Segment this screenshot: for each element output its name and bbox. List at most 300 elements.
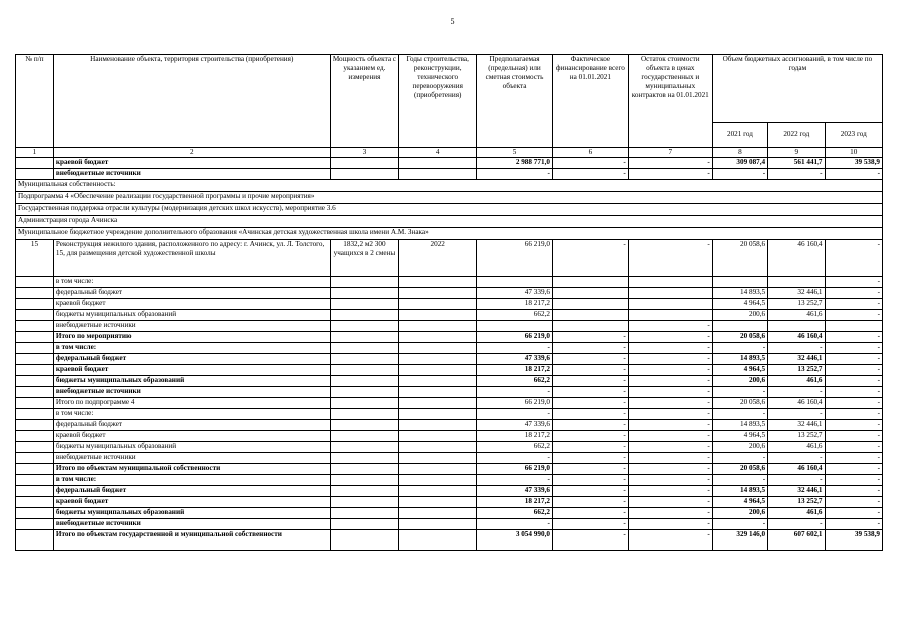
value-c8: 20 058,6 — [712, 332, 767, 343]
empty-cell — [330, 365, 399, 376]
value-c8: - — [712, 475, 767, 486]
table-row — [16, 475, 883, 486]
section-row — [16, 192, 883, 204]
value-c6 — [552, 321, 628, 332]
empty-cell — [399, 332, 477, 343]
row-label: краевой бюджет — [53, 299, 330, 310]
value-c10: - — [825, 169, 882, 180]
empty-cell — [399, 486, 477, 497]
table-row — [16, 288, 883, 299]
row-label: внебюджетные источники — [53, 321, 330, 332]
row-label: внебюджетные источники — [53, 453, 330, 464]
value-c6: - — [552, 365, 628, 376]
row-number-cell — [16, 169, 54, 180]
empty-cell — [399, 420, 477, 431]
header-budget-group: Объем бюджетных ассигнований, в том числе по годам — [712, 55, 882, 123]
empty-cell — [399, 365, 477, 376]
column-index-row — [16, 148, 883, 158]
object-row — [16, 240, 883, 277]
section-title: Подпрограмма 4 «Обеспечение реализации государственной программы и прочие мероприятия» — [16, 192, 883, 204]
value-c10 — [825, 321, 882, 332]
empty-cell — [399, 431, 477, 442]
section-row — [16, 228, 883, 240]
value-c8: 4 964,5 — [712, 497, 767, 508]
row-label: Итого по подпрограмме 4 — [53, 398, 330, 409]
value-c10: - — [825, 475, 882, 486]
table-row — [16, 343, 883, 354]
row-number-cell — [16, 354, 54, 365]
table-row — [16, 299, 883, 310]
value-c7: - — [628, 453, 712, 464]
value-c5: - — [477, 519, 553, 530]
row-number-cell — [16, 442, 54, 453]
empty-cell — [330, 288, 399, 299]
empty-cell — [330, 158, 399, 169]
empty-cell — [330, 354, 399, 365]
value-c5 — [477, 277, 553, 288]
value-c7: - — [628, 497, 712, 508]
table-row — [16, 486, 883, 497]
value-c7: - — [628, 464, 712, 475]
row-number-cell — [16, 321, 54, 332]
value-c9: 46 160,4 — [768, 464, 825, 475]
header-2022: 2022 год — [768, 122, 825, 147]
value-c9 — [768, 277, 825, 288]
header-object-name: Наименование объекта, территория строительства (приобретения) — [53, 55, 330, 148]
empty-cell — [330, 508, 399, 519]
column-index-3: 3 — [330, 148, 399, 158]
object-capacity: 1832,2 м2 300 учащихся в 2 смены — [330, 240, 399, 277]
empty-cell — [399, 169, 477, 180]
row-label: внебюджетные источники — [53, 387, 330, 398]
value-c6: - — [552, 409, 628, 420]
value-c8: 20 058,6 — [712, 398, 767, 409]
empty-cell — [330, 420, 399, 431]
value-c6: - — [552, 354, 628, 365]
row-label: внебюджетные источники — [53, 519, 330, 530]
value-c8 — [712, 321, 767, 332]
row-number-cell — [16, 486, 54, 497]
value-c6: - — [552, 453, 628, 464]
empty-cell — [399, 409, 477, 420]
grand-total-row — [16, 530, 883, 551]
value-c6: - — [552, 332, 628, 343]
value-c6: - — [552, 376, 628, 387]
value-c8: - — [712, 409, 767, 420]
value-c5 — [477, 321, 553, 332]
value-c8: 14 893,5 — [712, 354, 767, 365]
row-label: краевой бюджет — [53, 365, 330, 376]
column-index-7: 7 — [628, 148, 712, 158]
value-c5: 47 339,6 — [477, 354, 553, 365]
row-number-cell — [16, 464, 54, 475]
table-row — [16, 464, 883, 475]
value-c10: - — [825, 354, 882, 365]
value-c7: - — [628, 354, 712, 365]
value-c10: - — [825, 299, 882, 310]
column-index-10: 10 — [825, 148, 882, 158]
value-c8: 14 893,5 — [712, 486, 767, 497]
row-number-cell — [16, 299, 54, 310]
value-c8: - — [712, 343, 767, 354]
section-row — [16, 180, 883, 192]
value-c6 — [552, 299, 628, 310]
value-c7: - — [628, 475, 712, 486]
row-label: в том числе: — [53, 409, 330, 420]
row-number-cell — [16, 530, 54, 551]
table-row — [16, 169, 883, 180]
column-index-6: 6 — [552, 148, 628, 158]
value-c6: - — [552, 486, 628, 497]
value-c5: - — [477, 475, 553, 486]
empty-cell — [399, 277, 477, 288]
value-c5: 18 217,2 — [477, 365, 553, 376]
value-c7 — [628, 288, 712, 299]
value-c10: - — [825, 277, 882, 288]
table-row — [16, 376, 883, 387]
value-c7: - — [628, 332, 712, 343]
section-row — [16, 204, 883, 216]
row-number-cell — [16, 409, 54, 420]
value-c9: 32 446,1 — [768, 420, 825, 431]
empty-cell — [399, 288, 477, 299]
empty-cell — [330, 497, 399, 508]
empty-cell — [330, 486, 399, 497]
value-c8: 14 893,5 — [712, 420, 767, 431]
value-c9: 461,6 — [768, 310, 825, 321]
value-c10: - — [825, 376, 882, 387]
value-c7: - — [628, 387, 712, 398]
header-2023: 2023 год — [825, 122, 882, 147]
section-title: Муниципальное бюджетное учреждение дополнительного образования «Ачинская детская художественная школа имени А.М. Знака» — [16, 228, 883, 240]
value-c8: - — [712, 169, 767, 180]
value-c5: 66 219,0 — [477, 332, 553, 343]
value-c6: - — [552, 420, 628, 431]
value-c5: 47 339,6 — [477, 288, 553, 299]
empty-cell — [399, 519, 477, 530]
empty-cell — [399, 442, 477, 453]
empty-cell — [399, 376, 477, 387]
row-number-cell — [16, 158, 54, 169]
section-title: Муниципальная собственность: — [16, 180, 883, 192]
value-c7 — [628, 310, 712, 321]
value-c5: 662,2 — [477, 376, 553, 387]
value-c8: 4 964,5 — [712, 431, 767, 442]
value-c9: 561 441,7 — [768, 158, 825, 169]
value-c9: - — [768, 453, 825, 464]
table-row — [16, 321, 883, 332]
value-c9: - — [768, 519, 825, 530]
row-label: внебюджетные источники — [53, 169, 330, 180]
table-row — [16, 508, 883, 519]
section-row — [16, 216, 883, 228]
empty-cell — [330, 475, 399, 486]
empty-cell — [399, 508, 477, 519]
table-header-row — [16, 55, 883, 123]
empty-cell — [330, 277, 399, 288]
table-row — [16, 158, 883, 169]
empty-cell — [399, 321, 477, 332]
object-value-c9: 46 160,4 — [768, 240, 825, 277]
table-row — [16, 497, 883, 508]
value-c8: - — [712, 387, 767, 398]
empty-cell — [399, 530, 477, 551]
row-number-cell — [16, 497, 54, 508]
value-c9: 46 160,4 — [768, 332, 825, 343]
value-c9: - — [768, 343, 825, 354]
value-c7: - — [628, 486, 712, 497]
empty-cell — [399, 158, 477, 169]
value-c9: 32 446,1 — [768, 288, 825, 299]
value-c9: 461,6 — [768, 442, 825, 453]
column-index-5: 5 — [477, 148, 553, 158]
column-index-1: 1 — [16, 148, 54, 158]
value-c8: 200,6 — [712, 376, 767, 387]
value-c8: 200,6 — [712, 442, 767, 453]
table-row — [16, 431, 883, 442]
value-c9 — [768, 321, 825, 332]
row-label: краевой бюджет — [53, 158, 330, 169]
header-2021: 2021 год — [712, 122, 767, 147]
value-c5: - — [477, 169, 553, 180]
value-c7: - — [628, 409, 712, 420]
value-c10: - — [825, 497, 882, 508]
header-years: Годы строительства, реконструкции, технического перевооружения (приобретения) — [399, 55, 477, 148]
value-c5: 662,2 — [477, 310, 553, 321]
value-c9: - — [768, 475, 825, 486]
empty-cell — [330, 169, 399, 180]
value-c10: - — [825, 288, 882, 299]
value-c7: - — [628, 321, 712, 332]
row-label: федеральный бюджет — [53, 486, 330, 497]
value-c8: 4 964,5 — [712, 299, 767, 310]
row-number-cell — [16, 343, 54, 354]
object-value-c5: 66 219,0 — [477, 240, 553, 277]
empty-cell — [399, 387, 477, 398]
section-title: Администрация города Ачинска — [16, 216, 883, 228]
table-row — [16, 277, 883, 288]
empty-cell — [330, 442, 399, 453]
empty-cell — [399, 497, 477, 508]
empty-cell — [330, 332, 399, 343]
value-c6: - — [552, 387, 628, 398]
object-value-c8: 20 058,6 — [712, 240, 767, 277]
value-c8: 200,6 — [712, 508, 767, 519]
value-c8: 200,6 — [712, 310, 767, 321]
column-index-8: 8 — [712, 148, 767, 158]
value-c8: 20 058,6 — [712, 464, 767, 475]
value-c7: - — [628, 508, 712, 519]
table-row — [16, 387, 883, 398]
grand-total-c6: - — [552, 530, 628, 551]
grand-total-c10: 39 538,9 — [825, 530, 882, 551]
value-c9: 32 446,1 — [768, 486, 825, 497]
value-c5: 662,2 — [477, 442, 553, 453]
value-c8: - — [712, 519, 767, 530]
value-c5: 662,2 — [477, 508, 553, 519]
row-number-cell — [16, 431, 54, 442]
value-c7 — [628, 277, 712, 288]
value-c9: 32 446,1 — [768, 354, 825, 365]
value-c6: - — [552, 431, 628, 442]
value-c8: - — [712, 453, 767, 464]
row-number-cell — [16, 365, 54, 376]
row-number-cell — [16, 453, 54, 464]
row-label: бюджеты муниципальных образований — [53, 508, 330, 519]
value-c7: - — [628, 158, 712, 169]
value-c6: - — [552, 519, 628, 530]
row-number-cell — [16, 475, 54, 486]
value-c9: - — [768, 387, 825, 398]
row-label: в том числе: — [53, 277, 330, 288]
object-number: 15 — [16, 240, 54, 277]
value-c7: - — [628, 376, 712, 387]
empty-cell — [399, 299, 477, 310]
value-c10: - — [825, 365, 882, 376]
value-c10: - — [825, 442, 882, 453]
page-number: 5 — [450, 17, 455, 26]
value-c7: - — [628, 398, 712, 409]
object-value-c6: - — [552, 240, 628, 277]
row-label: краевой бюджет — [53, 431, 330, 442]
value-c10: - — [825, 387, 882, 398]
row-number-cell — [16, 332, 54, 343]
object-value-c7: - — [628, 240, 712, 277]
value-c9: 13 252,7 — [768, 299, 825, 310]
value-c7 — [628, 299, 712, 310]
header-remaining-cost: Остаток стоимости объекта в ценах государственных и муниципальных контрактов на 01.01.2021 — [628, 55, 712, 148]
column-index-2: 2 — [53, 148, 330, 158]
value-c9: 46 160,4 — [768, 398, 825, 409]
row-label: в том числе: — [53, 475, 330, 486]
value-c9: 13 252,7 — [768, 365, 825, 376]
empty-cell — [399, 453, 477, 464]
empty-cell — [330, 519, 399, 530]
header-capacity: Мощность объекта с указанием ед. измерения — [330, 55, 399, 148]
value-c8: 309 087,4 — [712, 158, 767, 169]
empty-cell — [330, 398, 399, 409]
table-row — [16, 442, 883, 453]
value-c8: 14 893,5 — [712, 288, 767, 299]
empty-cell — [399, 464, 477, 475]
value-c5: 18 217,2 — [477, 299, 553, 310]
value-c8 — [712, 277, 767, 288]
value-c10: - — [825, 310, 882, 321]
grand-total-c7: - — [628, 530, 712, 551]
empty-cell — [399, 310, 477, 321]
value-c5: 66 219,0 — [477, 464, 553, 475]
grand-total-label: Итого по объектам государственной и муниципальной собственности — [53, 530, 330, 551]
value-c10: - — [825, 343, 882, 354]
value-c7: - — [628, 420, 712, 431]
value-c7: - — [628, 431, 712, 442]
value-c7: - — [628, 442, 712, 453]
row-label: федеральный бюджет — [53, 354, 330, 365]
row-label: Итого по мероприятию — [53, 332, 330, 343]
value-c10: - — [825, 508, 882, 519]
row-number-cell — [16, 277, 54, 288]
value-c6: - — [552, 464, 628, 475]
row-label: краевой бюджет — [53, 497, 330, 508]
row-number-cell — [16, 310, 54, 321]
value-c7: - — [628, 365, 712, 376]
value-c5: - — [477, 343, 553, 354]
table-row — [16, 310, 883, 321]
value-c9: - — [768, 169, 825, 180]
table-row — [16, 354, 883, 365]
value-c5: 18 217,2 — [477, 431, 553, 442]
value-c6: - — [552, 343, 628, 354]
value-c10: - — [825, 420, 882, 431]
value-c9: 13 252,7 — [768, 431, 825, 442]
row-label: бюджеты муниципальных образований — [53, 442, 330, 453]
row-label: федеральный бюджет — [53, 420, 330, 431]
value-c10: - — [825, 409, 882, 420]
table-row — [16, 519, 883, 530]
value-c10: - — [825, 464, 882, 475]
row-number-cell — [16, 387, 54, 398]
empty-cell — [330, 343, 399, 354]
empty-cell — [330, 299, 399, 310]
row-number-cell — [16, 420, 54, 431]
value-c10: - — [825, 486, 882, 497]
value-c10: - — [825, 332, 882, 343]
row-label: федеральный бюджет — [53, 288, 330, 299]
header-num: № п/п — [16, 55, 54, 148]
empty-cell — [330, 453, 399, 464]
empty-cell — [399, 354, 477, 365]
value-c6 — [552, 277, 628, 288]
object-value-c10: - — [825, 240, 882, 277]
value-c9: 13 252,7 — [768, 497, 825, 508]
empty-cell — [399, 398, 477, 409]
value-c6 — [552, 310, 628, 321]
table-row — [16, 453, 883, 464]
row-number-cell — [16, 508, 54, 519]
table-row — [16, 398, 883, 409]
value-c10: - — [825, 431, 882, 442]
value-c6: - — [552, 169, 628, 180]
empty-cell — [399, 343, 477, 354]
value-c5: 2 988 771,0 — [477, 158, 553, 169]
row-label: Итого по объектам муниципальной собственности — [53, 464, 330, 475]
value-c10: - — [825, 519, 882, 530]
table-row — [16, 420, 883, 431]
value-c6: - — [552, 497, 628, 508]
section-title: Государственная поддержка отрасли культуры (модернизация детских школ искусств), мероприятие 3.6 — [16, 204, 883, 216]
empty-cell — [330, 530, 399, 551]
value-c6: - — [552, 475, 628, 486]
value-c6 — [552, 288, 628, 299]
value-c6: - — [552, 442, 628, 453]
budget-allocation-table — [15, 54, 883, 551]
value-c5: 18 217,2 — [477, 497, 553, 508]
empty-cell — [399, 475, 477, 486]
grand-total-c5: 3 054 990,0 — [477, 530, 553, 551]
empty-cell — [330, 321, 399, 332]
header-estimated-cost: Предполагаемая (предельная) или сметная стоимость объекта — [477, 55, 553, 148]
value-c5: 47 339,6 — [477, 486, 553, 497]
row-number-cell — [16, 398, 54, 409]
row-number-cell — [16, 376, 54, 387]
row-number-cell — [16, 519, 54, 530]
table-row — [16, 409, 883, 420]
value-c5: - — [477, 409, 553, 420]
value-c5: 66 219,0 — [477, 398, 553, 409]
value-c5: - — [477, 453, 553, 464]
value-c9: 461,6 — [768, 376, 825, 387]
value-c7: - — [628, 519, 712, 530]
